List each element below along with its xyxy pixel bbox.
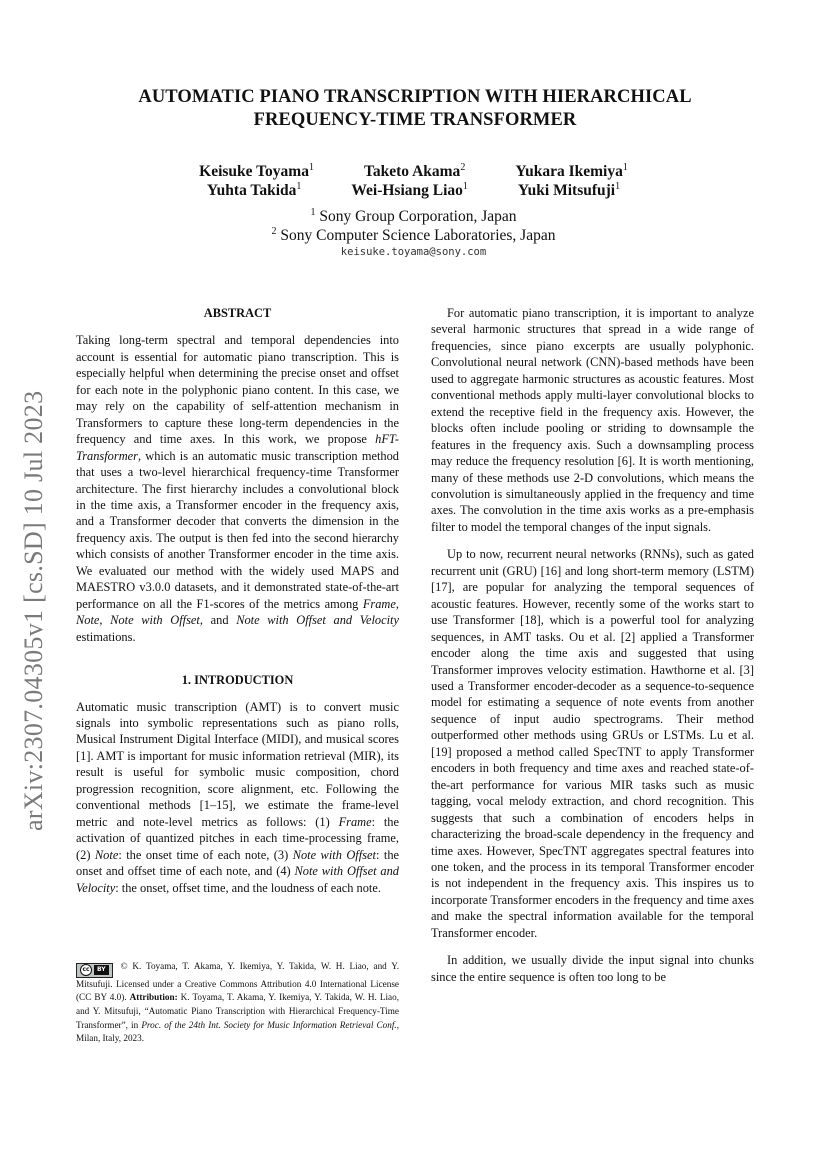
license-footnote: cc BY © K. Toyama, T. Akama, Y. Ikemiya, Y. Takida, W. H. Liao, and Y. Mitsufuji. Licensed under a Creative Commons Attribution 4.0 International License (CC BY 4.0). Attribution: K. Toyama, T. Akama, Y. Ikemiya, Y. Takida, W. H. Liao, and Y. Mitsufuji, “Automatic Piano Transcription with Hierarchical Frequency-Time Transformer”, in Proc. of the 24th Int. Society for Music Information Retrieval Conf., Milan, Italy, 2023. [76,961,400,1044]
author: Keisuke Toyama$^1$ [199,162,314,180]
title-line-1: AUTOMATIC PIANO TRANSCRIPTION WITH HIERARCHICAL [138,87,692,107]
paragraph: Up to now, recurrent neural networks (RNNs), such as gated recurrent unit (GRU) [16] and long short-term memory (LSTM) [17], are popular for analyzing the temporal sequences of acoustic features. However, recently some of the works start to use Transformer [18], which is a powerful tool for analyzing sequences, in AMT tasks. Ou et al. [2] applied a Transformer encoder along the time axis and suggested that using Transformer improves velocity estimation. Hawthorne et al. [3] used a Transformer encoder-decoder as a sequence-to-sequence model for estimating a sequence of note events from another sequence of input audio spectrograms. Their method outperformed other methods using GRUs or LSTMs. Lu et al. [19] proposed a method called SpecTNT to apply Transformer encoders in both frequency and time axes and reached state-of-the-art performance for various MIR tasks such as music tagging, vocal melody extraction, and chord recognition. This suggests that such a combination of encoders helps in characterizing the broad-scale dependency in the frequency and time axes. However, SpecTNT aggregates spectral features into one token, and the process in its temporal Transformer encoder is not independent in the frequency axis. This inspires us to incorporate Transformer encoders in the frequency and time axes and make the spectral information available for the temporal Transformer encoder. [431,547,754,940]
abstract-heading: ABSTRACT [203,306,272,320]
paragraph: In addition, we usually divide the input signal into chunks since the entire sequence is often too long to be [431,953,754,984]
abstract-text: Taking long-term spectral and temporal dependencies into account is essential for automatic piano transcription. This is especially helpful when determining the precise onset and offset for each note in the polyphonic piano content. In this case, we may rely on the capability of self-attention mechanism in Transformers to capture these long-term dependencies in the frequency and time axes. In this work, we propose hFT-Transformer, which is an automatic music transcription method that uses a two-level hierarchical frequency-time Transformer architecture. The first hierarchy includes a convolutional block in the time axis, a Transformer encoder in the frequency axis, and a Transformer decoder that converts the dimension in the frequency axis. The output is then fed into the second hierarchy which consists of another Transformer encoder in the time axis. We evaluated our method with the widely used MAPS and MAESTRO v3.0.0 datasets, and it demonstrated state-of-the-art performance on all the F1-scores of the metrics among Frame, Note, Note with Offset, and Note with Offset and Velocity estimations. [76,333,399,644]
introduction-text: Automatic music transcription (AMT) is to convert music signals into symbolic representations such as piano rolls, Musical Instrument Digital Interface (MIDI), and musical scores [1]. AMT is important for music information retrieval (MIR), its result is useful for symbolic music composition, chord progression recognition, score alignment, etc. Following the conventional methods [1–15], we estimate the frame-level metric and note-level metrics as follows: (1) Frame: the activation of quantized pitches in each time-processing frame, (2) Note: the onset time of each note, (3) Note with Offset: the onset and offset time of each note, and (4) Note with Offset and Velocity: the onset, offset time, and the loudness of each note. [76,699,400,895]
section-heading-introduction: 1. INTRODUCTION [181,673,294,688]
paragraph: For automatic piano transcription, it is important to analyze several harmonic structures that spread in a wide range of frequencies, since piano excerpts are usually polyphonic. Convolutional neural network (CNN)-based methods have been used to aggregate harmonic structures as acoustic features. Most conventional methods apply multi-layer convolutional blocks to extend the receptive field in the frequency axis. However, the blocks often include pooling or striding to downsample the features in the frequency axis. Such a downsampling process may reduce the frequency resolution [6]. It is worth mentioning, many of these methods use 2-D convolutions, which means the convolution is simultaneously applied in the frequency and time axes. The convolution in the time axis works as a pre-emphasis filter to model the temporal changes of the input signals. [431,306,754,534]
affiliation-1: $^1$ Sony Group Corporation, Japan [310,207,517,225]
right-column [431,305,754,985]
cc-by-license-icon: cc BY [76,963,113,978]
affiliation-2: $^2$ Sony Computer Science Laboratories, Japan [271,226,556,244]
author: Yuhta Takida$^1$ [206,181,302,199]
author: Yuki Mitsufuji$^1$ [517,181,621,199]
author: Yukara Ikemiya$^1$ [515,162,628,180]
left-column [76,305,399,896]
author-block [0,162,827,200]
paper-title [70,86,760,132]
author: Wei-Hsiang Liao$^1$ [351,181,468,199]
author: Taketo Akama$^2$ [363,162,466,180]
arxiv-stamp: arXiv:2307.04305v1 [cs.SD] 10 Jul 2023 [19,390,48,832]
contact-email[interactable]: keisuke.toyama@sony.com [340,246,487,258]
title-line-2: FREQUENCY-TIME TRANSFORMER [253,110,577,130]
